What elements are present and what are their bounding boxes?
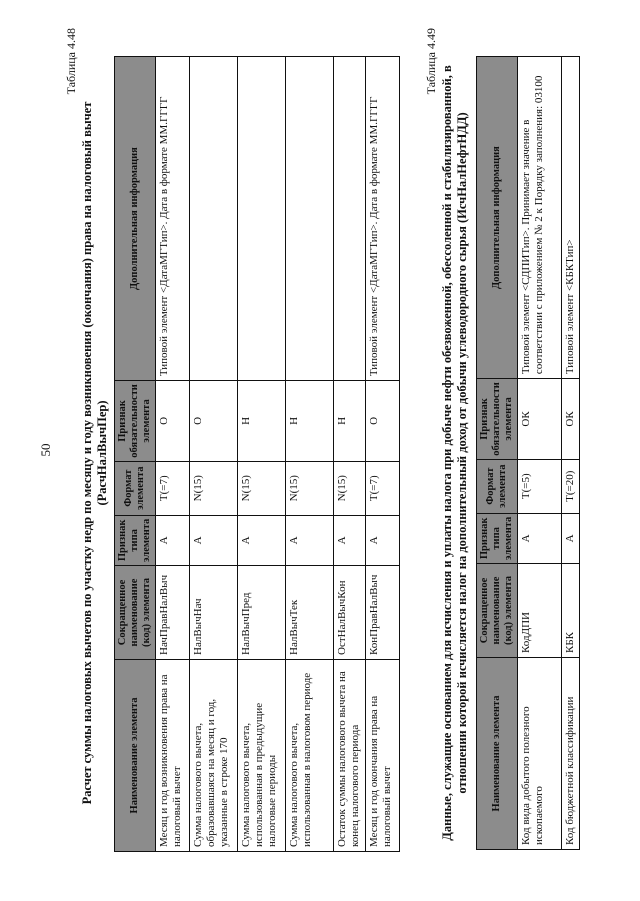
table-row bbox=[190, 57, 238, 852]
cell-name: Месяц и год возникновения права на налоговый вычет bbox=[156, 660, 190, 852]
cell-type: А bbox=[286, 515, 334, 565]
col-header-format: Формат элемента bbox=[477, 459, 518, 513]
cell-name: Месяц и год окончания права на налоговый вычет bbox=[366, 660, 400, 852]
cell-info: Типовой элемент <ДатаМГТип>. Дата в формате ММ.ГГГГ bbox=[156, 57, 190, 381]
table-title-line: отношении которой исчисляется налог на дополнительный доход от добычи углеводородного сырья (ИсчНалНефтНДД) bbox=[455, 112, 469, 794]
page-number: 50 bbox=[38, 443, 53, 457]
cell-code: КонПравНалВыч bbox=[366, 566, 400, 660]
cell-name: Сумма налогового вычета, использованная в налоговом периоде bbox=[286, 660, 334, 852]
cell-required: ОК bbox=[562, 379, 580, 460]
cell-code: НалВычТек bbox=[286, 566, 334, 660]
cell-info bbox=[238, 57, 286, 381]
cell-format: Т(=7) bbox=[156, 461, 190, 515]
table-label-4-49: Таблица 4.49 bbox=[424, 28, 438, 95]
col-header-info: Дополнительная информация bbox=[477, 57, 518, 379]
cell-required: Н bbox=[238, 381, 286, 462]
cell-name: Сумма налогового вычета, образовавшаяся на месяц и год, указанные в строке 170 bbox=[190, 660, 238, 852]
table-title-4-48 bbox=[80, 50, 110, 856]
cell-code: КБК bbox=[562, 564, 580, 658]
cell-code: НалВычНач bbox=[190, 566, 238, 660]
cell-required: О bbox=[366, 381, 400, 462]
cell-required: О bbox=[190, 381, 238, 462]
table-row bbox=[286, 57, 334, 852]
cell-name: Остаток суммы налогового вычета на конец налогового периода bbox=[334, 660, 366, 852]
table-row bbox=[518, 57, 562, 850]
cell-name: Код бюджетной классификации bbox=[562, 658, 580, 850]
cell-type: А bbox=[334, 515, 366, 565]
cell-format: N(15) bbox=[286, 461, 334, 515]
cell-type: А bbox=[190, 515, 238, 565]
cell-format: Т(=7) bbox=[366, 461, 400, 515]
col-header-type: Признак типа элемента bbox=[115, 515, 156, 565]
cell-info bbox=[286, 57, 334, 381]
table-row bbox=[156, 57, 190, 852]
cell-name: Сумма налогового вычета, использованная в предыдущие налоговые периоды bbox=[238, 660, 286, 852]
col-header-code: Сокращенное наименование (код) элемента bbox=[477, 564, 518, 658]
table-header-row bbox=[477, 57, 518, 850]
col-header-format: Формат элемента bbox=[115, 461, 156, 515]
table-row bbox=[366, 57, 400, 852]
cell-format: N(15) bbox=[334, 461, 366, 515]
cell-format: N(15) bbox=[238, 461, 286, 515]
cell-info: Типовой элемент <ДатаМГТип>. Дата в формате ММ.ГГГГ bbox=[366, 57, 400, 381]
cell-format: Т(=5) bbox=[518, 459, 562, 513]
table-title-line: (РасчНалВычПер) bbox=[95, 400, 109, 506]
table-title-line: Данные, служащие основанием для исчисления и уплаты налога при добыче нефти обезвоженной, обессоленной и стабилизированной, в bbox=[440, 65, 454, 841]
cell-info bbox=[334, 57, 366, 381]
table-row bbox=[562, 57, 580, 850]
cell-type: А bbox=[156, 515, 190, 565]
cell-format: Т(=20) bbox=[562, 459, 580, 513]
cell-required: ОК bbox=[518, 379, 562, 460]
col-header-name: Наименование элемента bbox=[477, 658, 518, 850]
cell-info bbox=[190, 57, 238, 381]
cell-code: ОстНалВычКон bbox=[334, 566, 366, 660]
table-header-row bbox=[115, 57, 156, 852]
cell-required: Н bbox=[334, 381, 366, 462]
table-label-4-48: Таблица 4.48 bbox=[64, 28, 78, 95]
cell-type: А bbox=[518, 513, 562, 563]
table-4-48 bbox=[114, 56, 400, 852]
cell-required: Н bbox=[286, 381, 334, 462]
table-4-49 bbox=[476, 56, 580, 850]
col-header-code: Сокращенное наименование (код) элемента bbox=[115, 566, 156, 660]
cell-type: А bbox=[562, 513, 580, 563]
table-title-line: Расчет суммы налоговых вычетов по участку недр по месяцу и году возникновения (окончания) права на налоговый вычет bbox=[80, 101, 94, 805]
table-title-4-49 bbox=[440, 50, 470, 856]
table-row bbox=[334, 57, 366, 852]
table-row bbox=[238, 57, 286, 852]
cell-format: N(15) bbox=[190, 461, 238, 515]
col-header-info: Дополнительная информация bbox=[115, 57, 156, 381]
cell-code: КодДПИ bbox=[518, 564, 562, 658]
cell-info: Типовой элемент <СДПИТип>. Принимает значение в соответствии с приложением № 2 к Порядку заполнения: 03100 bbox=[518, 57, 562, 379]
col-header-name: Наименование элемента bbox=[115, 660, 156, 852]
cell-code: НалВычПред bbox=[238, 566, 286, 660]
cell-type: А bbox=[238, 515, 286, 565]
cell-required: О bbox=[156, 381, 190, 462]
cell-name: Код вида добытого полезного ископаемого bbox=[518, 658, 562, 850]
cell-type: А bbox=[366, 515, 400, 565]
cell-info: Типовой элемент <КБКТип> bbox=[562, 57, 580, 379]
rotated-page-content bbox=[30, 20, 610, 880]
col-header-type: Признак типа элемента bbox=[477, 513, 518, 563]
cell-code: НачПравНалВыч bbox=[156, 566, 190, 660]
col-header-required: Признак обязательности элемента bbox=[477, 379, 518, 460]
col-header-required: Признак обязательности элемента bbox=[115, 381, 156, 462]
